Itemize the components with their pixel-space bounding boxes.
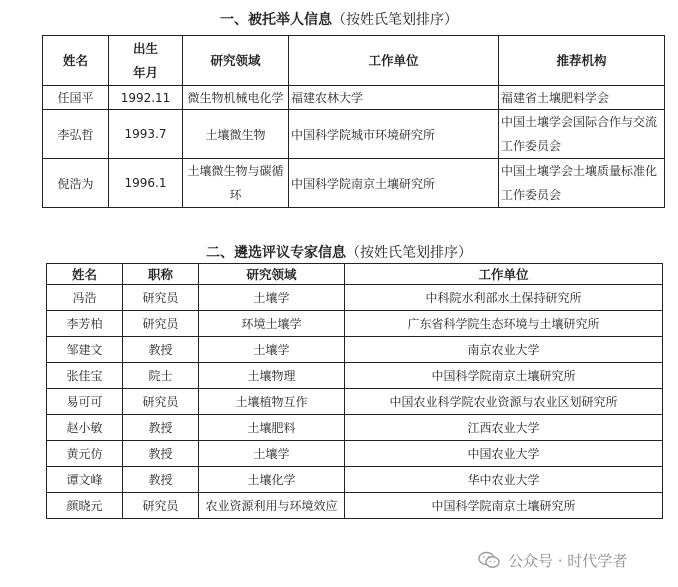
cell-field: 土壤物理 [199,363,345,389]
header-birth-line1: 出生 [132,40,158,56]
table-row [43,110,665,159]
header-name: 姓名 [43,36,109,86]
cell-name: 倪浩为 [43,159,109,208]
cell-field: 土壤学 [199,337,345,363]
cell-title: 教授 [123,467,199,493]
expert-table-body [47,285,663,519]
cell-title: 教授 [123,441,199,467]
cell-unit: 南京农业大学 [345,337,663,363]
section1-heading: 一、被托举人信息 [220,12,332,28]
table-row [47,441,663,467]
cell-title: 研究员 [123,285,199,311]
watermark-text: 公众号 · 时代学者 [508,551,628,570]
cell-name: 邹建文 [47,337,123,363]
cell-field: 土壤学 [199,285,345,311]
cell-name: 赵小敏 [47,415,123,441]
cell-birth: 1993.7 [109,110,183,159]
section2-title [0,244,678,262]
cell-birth: 1996.1 [109,159,183,208]
cell-unit: 江西农业大学 [345,415,663,441]
table-row [43,86,665,110]
cell-unit: 中国科学院南京土壤研究所 [345,493,663,519]
cell-field: 微生物机械电化学 [183,86,289,110]
cell-field: 环境土壤学 [199,311,345,337]
header-unit: 工作单位 [345,264,663,285]
cell-field: 土壤植物互作 [199,389,345,415]
table-row [47,493,663,519]
cell-org [499,110,665,159]
cell-title: 研究员 [123,389,199,415]
cell-org-text: 中国土壤学会国际合作与交流工作委员会 [501,115,658,153]
cell-unit: 广东省科学院生态环境与土壤研究所 [345,311,663,337]
cell-name: 谭文峰 [47,467,123,493]
cell-unit: 福建农林大学 [289,86,499,110]
table-row [47,311,663,337]
cell-field: 农业资源利用与环境效应 [199,493,345,519]
cell-org-text: 中国土壤学会土壤质量标准化工作委员会 [501,164,658,202]
section1-note: （按姓氏笔划排序） [332,12,458,28]
cell-field: 土壤肥料 [199,415,345,441]
cell-title: 研究员 [123,493,199,519]
cell-field [183,159,289,208]
nominee-table [42,35,665,208]
table-row [47,467,663,493]
header-birth-line2: 年月 [132,64,158,80]
table-row [43,159,665,208]
cell-name: 颜晓元 [47,493,123,519]
cell-field: 土壤学 [199,441,345,467]
cell-unit: 中国农业科学院农业资源与农业区划研究所 [345,389,663,415]
header-birth [109,36,183,86]
section2-note: （按姓氏笔划排序） [346,245,472,261]
cell-unit: 华中农业大学 [345,467,663,493]
table-header-row [47,264,663,285]
cell-title: 研究员 [123,311,199,337]
cell-field: 土壤微生物 [183,110,289,159]
cell-name: 张佳宝 [47,363,123,389]
cell-name: 任国平 [43,86,109,110]
table-header-row [43,36,665,86]
cell-title: 教授 [123,415,199,441]
cell-title: 教授 [123,337,199,363]
cell-org: 福建省土壤肥料学会 [499,86,665,110]
cell-name: 冯浩 [47,285,123,311]
cell-name: 黄元仿 [47,441,123,467]
header-field: 研究领域 [199,264,345,285]
cell-name: 李弘哲 [43,110,109,159]
table-row [47,415,663,441]
wechat-icon [478,551,500,569]
table-row [47,363,663,389]
watermark [478,548,668,572]
section2-heading: 二、遴选评议专家信息 [206,245,346,261]
table-row [47,337,663,363]
cell-name: 易可可 [47,389,123,415]
table-row [47,389,663,415]
header-field: 研究领域 [183,36,289,86]
cell-field: 土壤化学 [199,467,345,493]
header-name: 姓名 [47,264,123,285]
cell-unit: 中科院水利部水土保持研究所 [345,285,663,311]
cell-birth: 1992.11 [109,86,183,110]
section1-title [0,11,678,29]
header-unit: 工作单位 [289,36,499,86]
cell-title: 院士 [123,363,199,389]
cell-unit: 中国农业大学 [345,441,663,467]
header-org: 推荐机构 [499,36,665,86]
cell-org [499,159,665,208]
cell-field-text: 土壤微生物与碳循环 [187,164,284,202]
table-row [47,285,663,311]
cell-unit: 中国科学院城市环境研究所 [289,110,499,159]
cell-name: 李芳柏 [47,311,123,337]
expert-table [46,263,663,519]
cell-unit: 中国科学院南京土壤研究所 [345,363,663,389]
header-title: 职称 [123,264,199,285]
cell-unit: 中国科学院南京土壤研究所 [289,159,499,208]
